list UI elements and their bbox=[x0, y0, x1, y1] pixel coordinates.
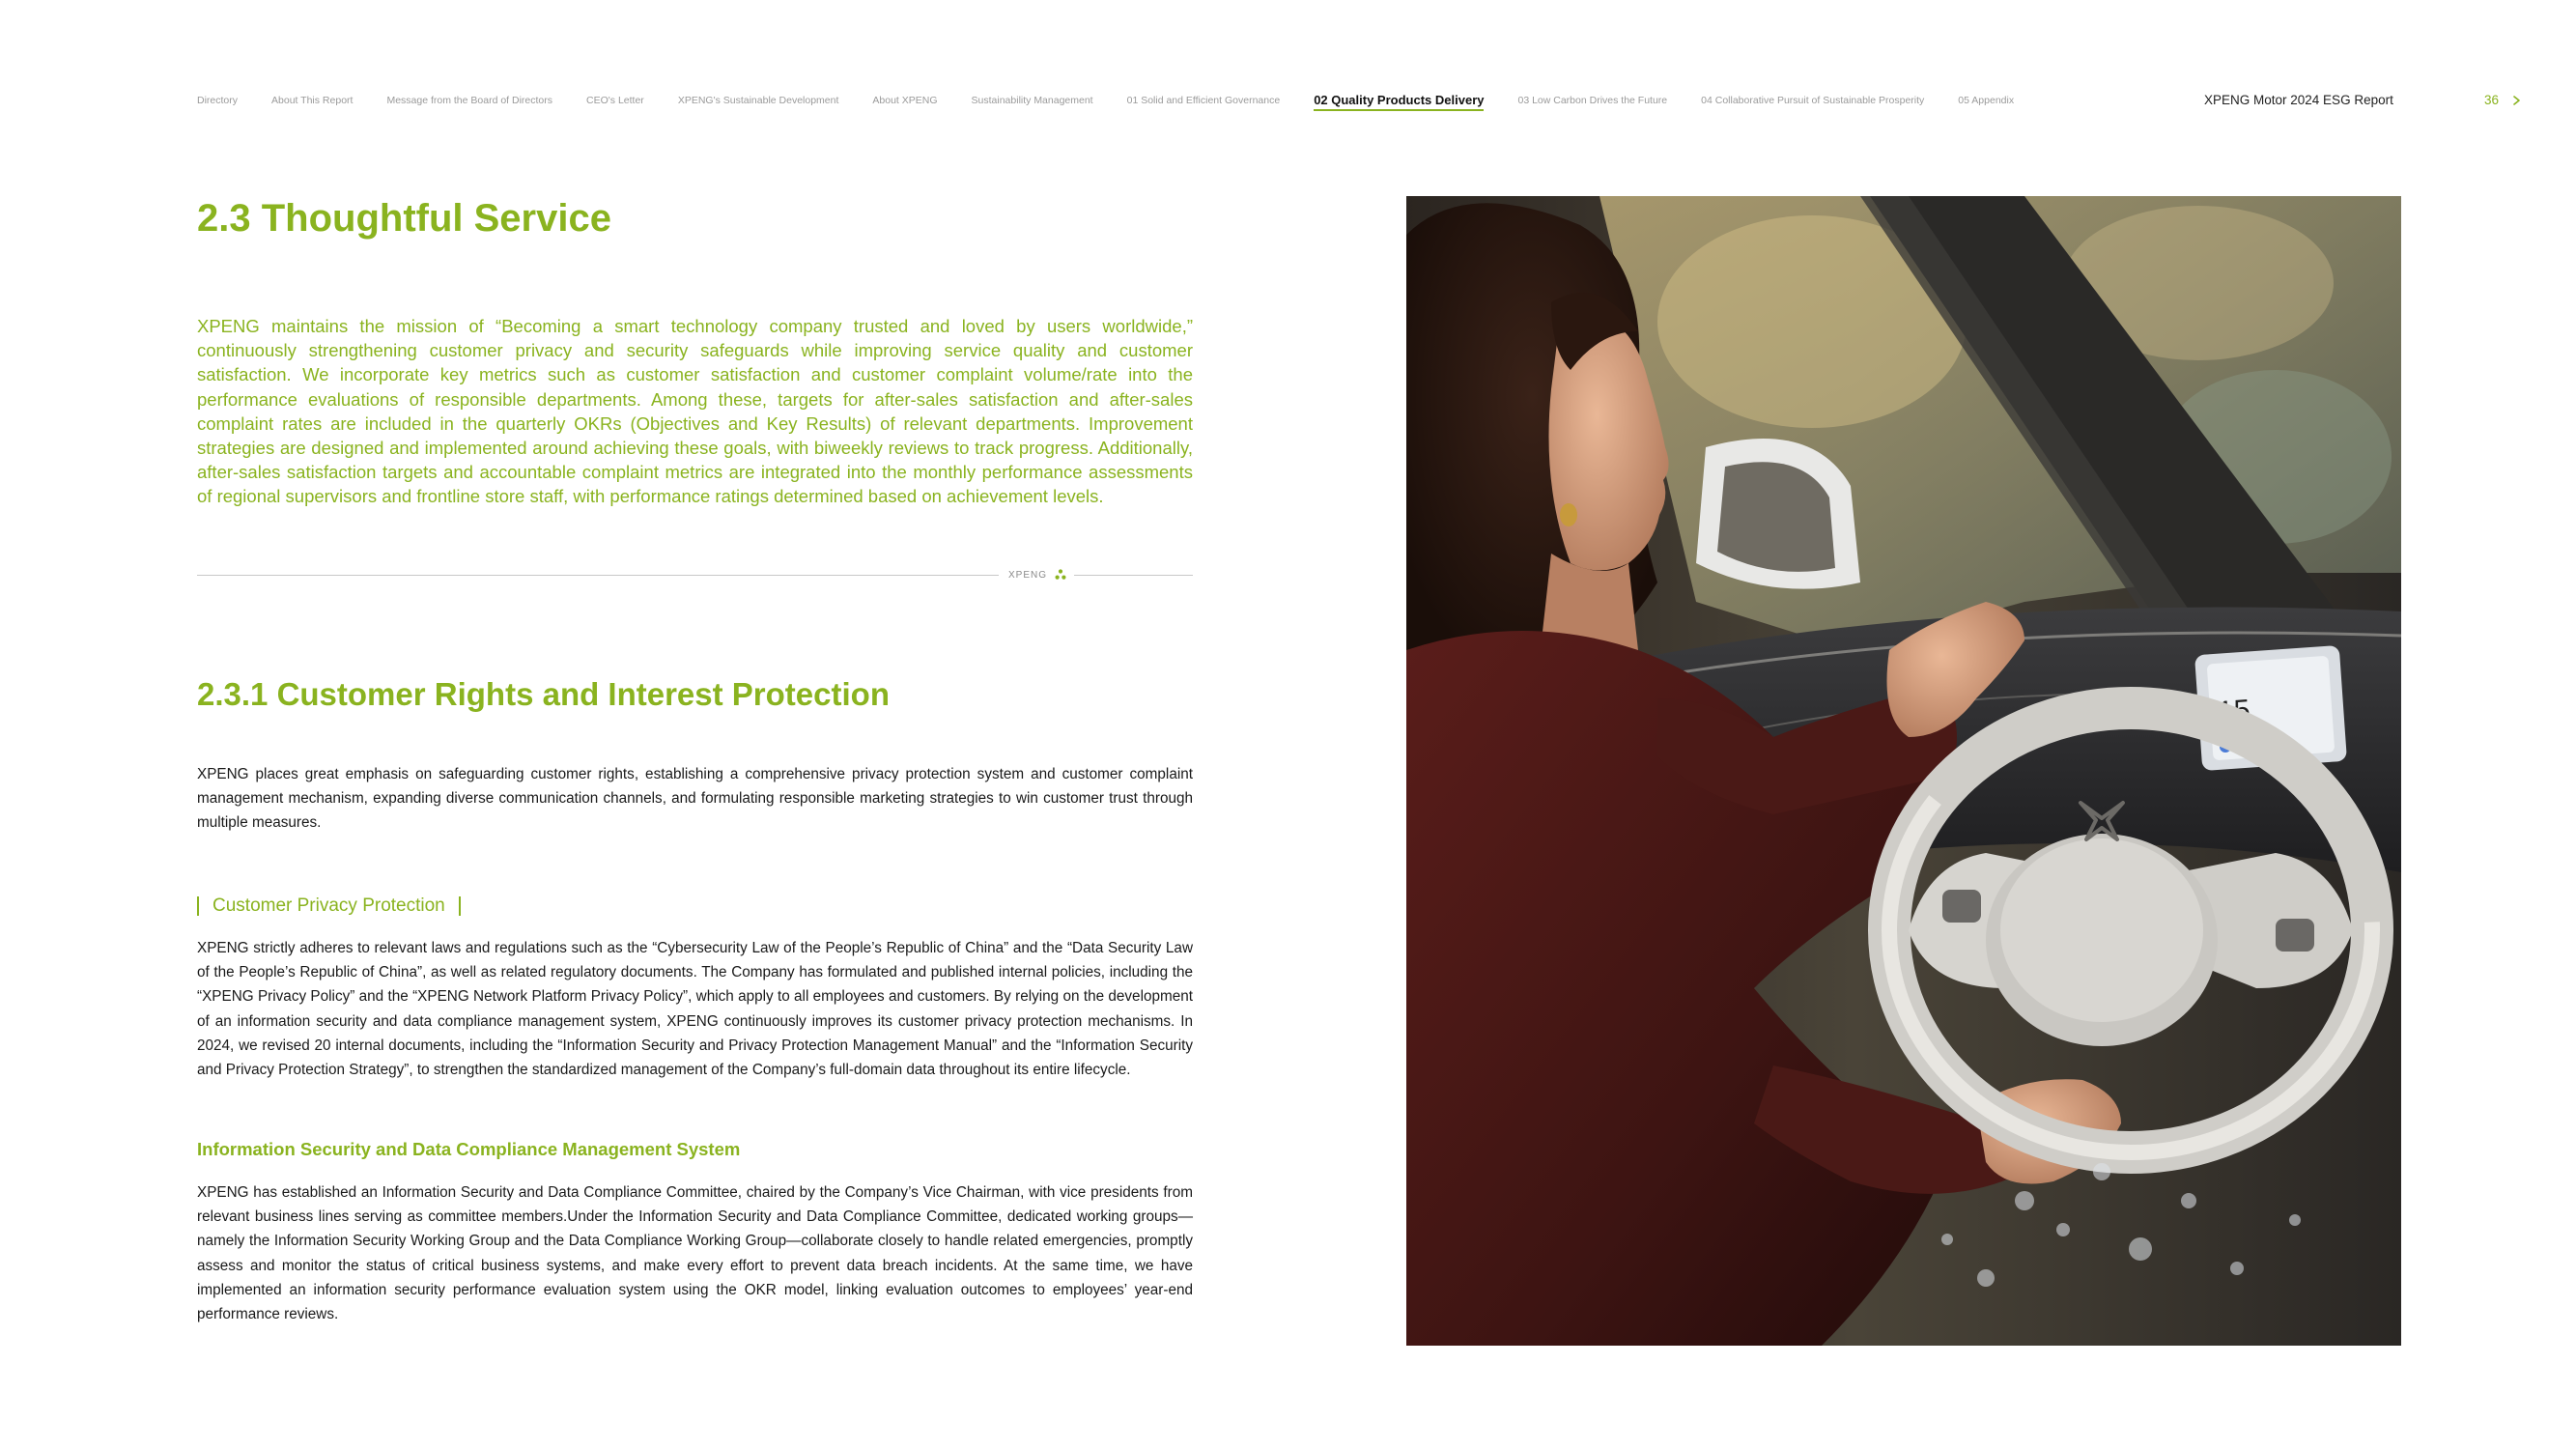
nav-item-about-xpeng[interactable]: About XPENG bbox=[872, 95, 938, 106]
heading-bar-left bbox=[197, 896, 199, 916]
section-title: 2.3 Thoughtful Service bbox=[197, 197, 611, 240]
infosec-paragraph: XPENG has established an Information Security and Data Compliance Committee, chaired by the Company’s Vice Chairman, with vice presidents from relevant business lines serving as committee members.Under the Information Security and Data Compliance Committee, dedicated working groups—namely the Information Security Working Group and the Data Compliance Working Group—collaborate closely to handle related emergencies, promptly assess and monitor the status of critical business systems, and make every effort to prevent data breach incidents. At the same time, we have implemented an information security performance evaluation system using the OKR model, linking evaluation outcomes to employees’ year-end performance reviews. bbox=[197, 1184, 1193, 1323]
section-divider bbox=[197, 564, 1193, 587]
chevron-right-icon[interactable] bbox=[2509, 89, 2525, 112]
privacy-heading-label: Customer Privacy Protection bbox=[212, 895, 445, 916]
report-title: XPENG Motor 2024 ESG Report bbox=[2204, 93, 2393, 107]
divider-line-left bbox=[197, 575, 999, 576]
infosec-heading: Information Security and Data Compliance Management System bbox=[197, 1139, 741, 1159]
divider-line-right bbox=[1074, 575, 1193, 576]
page-number: 36 bbox=[2484, 93, 2500, 107]
divider-brand: XPENG bbox=[1008, 570, 1048, 581]
subsection-title: 2.3.1 Customer Rights and Interest Protection bbox=[197, 676, 890, 712]
nav-item-ceo-letter[interactable]: CEO's Letter bbox=[586, 95, 644, 106]
nav-item-about-this-report[interactable]: About This Report bbox=[271, 95, 354, 106]
heading-bar-right bbox=[459, 896, 461, 916]
section-intro: XPENG maintains the mission of “Becoming a smart technology company trusted and loved by users worldwide,” continuously strengthening customer privacy and security safeguards while improving service quality and customer satisfaction. We incorporate key metrics such as customer satisfaction and customer complaint volume/rate into the performance evaluations of responsible departments. Among these, targets for after-sales satisfaction and after-sales complaint rates are included in the quarterly OKRs (Objectives and Key Results) of relevant departments. Improvement strategies are designed and implemented around achieving these goals, with biweekly reviews to track progress. Additionally, after-sales satisfaction targets and accountable complaint metrics are integrated into the monthly performance assessments of regional supervisors and frontline store staff, with performance ratings determined based on achievement levels. bbox=[197, 316, 1193, 507]
nav-item-governance[interactable]: 01 Solid and Efficient Governance bbox=[1126, 95, 1281, 106]
top-navigation bbox=[197, 87, 2048, 114]
driver-photo bbox=[1406, 196, 2401, 1346]
nav-item-board-message[interactable]: Message from the Board of Directors bbox=[386, 95, 553, 106]
privacy-paragraph: XPENG strictly adheres to relevant laws and regulations such as the “Cybersecurity Law of the People’s Republic of China” and the “Data Security Law of the People’s Republic of China”, as well as related regulatory documents. The Company has formulated and published internal policies, including the “XPENG Privacy Policy” and the “XPENG Network Platform Privacy Policy”, which apply to all employees and customers. By relying on the development of an information security and data compliance management system, XPENG continuously improves its customer privacy protection mechanisms. In 2024, we revised 20 internal documents, including the “Information Security and Privacy Protection Management Manual” and the “Information Security and Privacy Protection Strategy”, to strengthen the standardized management of the Company’s full-domain data throughout its entire lifecycle. bbox=[197, 940, 1193, 1079]
nav-item-quality-products[interactable]: 02 Quality Products Delivery bbox=[1314, 87, 1484, 114]
nav-item-sustainable-development[interactable]: XPENG's Sustainable Development bbox=[677, 95, 839, 106]
nav-item-collaborative-prosperity[interactable]: 04 Collaborative Pursuit of Sustainable Prosperity bbox=[1701, 95, 1925, 106]
dashboard-speed: 15 bbox=[2217, 694, 2251, 728]
xpeng-logo-icon bbox=[1054, 568, 1067, 582]
nav-item-sustainability-management[interactable]: Sustainability Management bbox=[971, 95, 1093, 106]
nav-item-directory[interactable]: Directory bbox=[197, 95, 239, 106]
privacy-heading bbox=[197, 893, 461, 920]
subsection-intro: XPENG places great emphasis on safeguarding customer rights, establishing a comprehensive privacy protection system and customer complaint management mechanism, expanding diverse communication channels, and formulating responsible marketing strategies to win customer trust through multiple measures. bbox=[197, 766, 1193, 832]
nav-item-low-carbon[interactable]: 03 Low Carbon Drives the Future bbox=[1517, 95, 1668, 106]
nav-item-appendix[interactable]: 05 Appendix bbox=[1958, 95, 2015, 106]
